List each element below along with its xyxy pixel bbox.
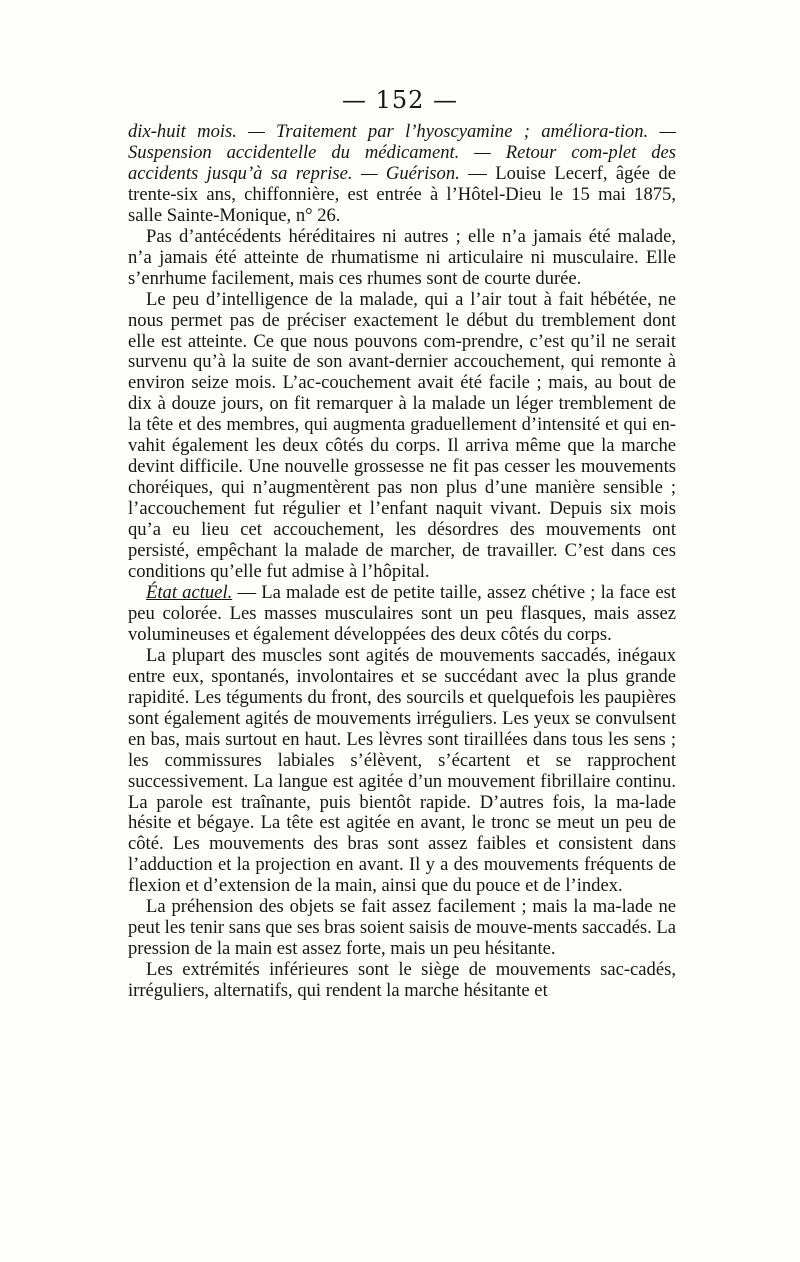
paragraph-antecedents: Pas d’antécédents héréditaires ni autres ; elle n’a jamais été malade, n’a jamais été atteinte de rhumatisme ni articulaire ni musculaire. Elle s’enrhume facilement, mais ces rhumes sont de courte durée. (128, 225, 676, 289)
paragraph-lower-extremities: Les extrémités inférieures sont le siège de mouvements sac-cadés, irréguliers, alternatifs, qui rendent la marche hésitante et (128, 959, 676, 1002)
current-state-text: — La malade est de petite taille, assez chétive ; la face est peu colorée. Les masses musculaires sont un peu flasques, mais assez volumineuses et également développées des deux côtés du corps. (128, 581, 677, 645)
case-intro-text: — Louise Lecerf, âgée de trente-six ans, chiffonnière, est entrée à l’Hôtel-Dieu le 15 mai 1875, salle Sainte-Monique, n° 26. (128, 162, 676, 226)
paragraph-prehension: La préhension des objets se fait assez facilement ; mais la ma-lade ne peut les tenir sans que ses bras soient saisis de mouve-ments saccadés. La pression de la main est assez forte, mais un peu hésitante. (128, 896, 676, 960)
current-state-label: État actuel. (146, 581, 233, 603)
paragraph-current-state (128, 583, 676, 646)
page-number: — 152 — (341, 86, 459, 114)
body-text (128, 122, 676, 1002)
paragraph-muscle-movements: La plupart des muscles sont agités de mouvements saccadés, inégaux entre eux, spontanés, involontaires et se succédant avec la plus grande rapidité. Les téguments du front, des sourcils et quelquefois les paupières sont également agités de mouvements irréguliers. Les yeux se convulsent en bas, mais surtout en haut. Les lèvres sont tiraillées dans tous les sens ; les commissures labiales s’élèvent, s’écartent et se rapprochent successivement. La langue est agitée d’un mouvement fibrillaire continu. La parole est traînante, puis bientôt rapide. D’autres fois, la ma-lade hésite et bégaye. La tête est agitée en avant, le tronc se meut un peu de côté. Les mouvements des bras sont assez faibles et consistent dans l’adduction et la projection en avant. Il y a des mouvements fréquents de flexion et d’extension de la main, ainsi que du pouce et de l’index. (128, 644, 676, 897)
paragraph-case-summary (128, 122, 676, 227)
case-summary-italic: dix-huit mois. — Traitement par l’hyoscyamine ; améliora-tion. — Suspension accidentelle du médicament. — Retour com-plet des accidents jusqu’à sa reprise. — Guérison. (128, 121, 676, 184)
paragraph-history: Le peu d’intelligence de la malade, qui a l’air tout à fait hébétée, ne nous permet pas de préciser exactement le début du tremblement dont elle est atteinte. Ce que nous pouvons com-prendre, c’est qu’il ne serait survenu qu’à la suite de son avant-dernier accouchement, qui remonte à environ seize mois. L’ac-couchement avait été facile ; mais, au bout de dix à douze jours, on fit remarquer à la malade un léger tremblement de la tête et des membres, qui augmenta graduellement d’intensité et qui en-vahit également les deux côtés du corps. Il arriva même que la marche devint difficile. Une nouvelle grossesse ne fit pas cesser les mouvements choréiques, qui n’augmentèrent pas non plus d’une manière sensible ; l’accouchement fut régulier et l’enfant naquit vivant. Depuis six mois qu’a eu lieu cet accouchement, les désordres des mouvements ont persisté, empêchant la malade de marcher, de travailler. C’est dans ces conditions qu’elle fut admise à l’hôpital. (128, 288, 676, 583)
